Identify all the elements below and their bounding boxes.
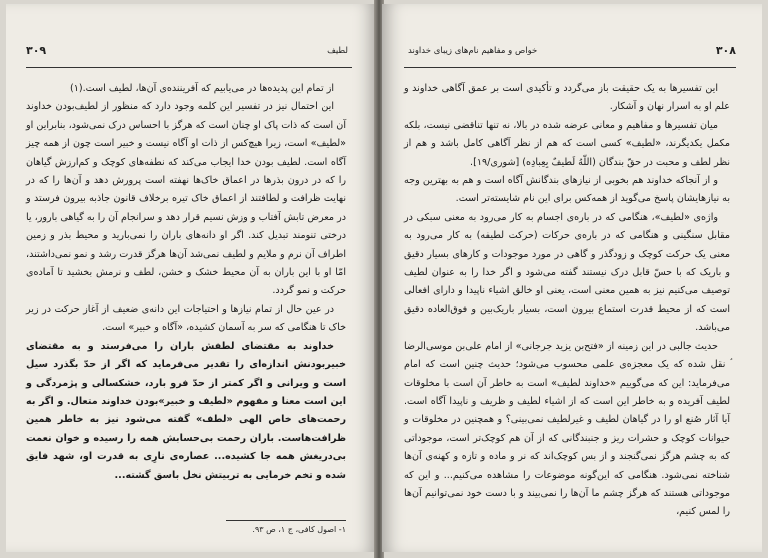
paragraph: و از آنجاکه خداوند هم بخوبی از نیازهای بندگانش آگاه است و هم به بهترین وجه به نیازهایشان پاسخ می‌گوید از همه‌کس برای این نام شایسته‌تر است. (404, 175, 730, 205)
paragraph-bold: خداوند به مقتضای لطفش باران را می‌فرستد و به مقتضای خبیربودنش اندازه‌ای را تقدیر می‌فرماید که اگر از حدّ بگذرد سیل است و ویرانی و اگر کمتر از حدّ فرو بارد، خشکسالی و پژمردگی و این است معنا و مفهوم «لطیف و خبیر»بودن خداوند متعال. و اگر به رحمت‌های خاص الهی «لطف» گفته می‌شود نیز به خاطر همین ظرافت‌هاست. باران رحمت بی‌حسابش همه را رسیده و خوان نعمت بی‌دریغش همه جا کشیده... عصاره‌ی نارِی به قدرت او، شهد فایق شده و تخم خرمایی به تربیتش نخل باسق گشته... (26, 340, 346, 481)
right-page-header (404, 42, 736, 62)
left-page-number: ۳۰۹ (26, 44, 47, 57)
header-rule (26, 67, 352, 68)
right-page-number: ۳۰۸ (715, 44, 736, 57)
footnote-rule (226, 520, 346, 521)
paragraph: حدیث جالبی در این زمینه از «فتح‌بن یزید جرجانی» از امام علی‌بن موسی‌الرضا ؑ نقل شده که یک معجزه‌ی علمی محسوب می‌شود؛ حدیث چنین است که امام می‌فرماید: این که می‌گوییم «خداوند لطیف» است به خاطر آن است با مخلوقات لطیف آفریده و به خاطر این است که از اشیاء لطیف و ظریف و ناپیدا آگاه است. آیا آثار صُنع او را در گیاهان لطیف و غیرلطیف نمی‌بینی؟ و همچنین در مخلوقات و حیوانات کوچک و حشرات ریز و جنبندگانی که از آن هم کوچک‌تر است، موجوداتی که به چشم هرگز نمی‌گنجند و از بس کوچک‌اند که نر و ماده و تازه و کهنه‌ی آن‌ها شناخته نمی‌شود. هنگامی که این‌گونه موضوعات را مشاهده می‌کنیم... و این که موجوداتی هستند که هرگز چشم ما آن‌ها را نمی‌بیند و با دست خود نمی‌توانیم آن‌ها را لمس کنیم، (404, 340, 730, 518)
header-rule (404, 67, 736, 68)
footnote (26, 520, 346, 534)
left-running-head: لطیف (327, 46, 348, 56)
paragraph: در عین حال از تمام نیازها و احتیاجات این دانه‌ی ضعیف از آغاز حرکت در زیر خاک تا هنگامی که سر به آسمان کشیده، «آگاه و خبیر» است. (26, 303, 346, 334)
paragraph: این احتمال نیز در تفسیر این کلمه وجود دارد که منظور از لطیف‌بودن خداوند آن است که ذات پاک او چنان است که هرگز با احساس درک نمی‌شود، بنابراین او «لطیف» است، زیرا هیچ‌کس از ذات او آگاه نیست و خبیر است چون از همه چیز آگاه است. لطیف بودن خدا ایجاب می‌کند که نطفه‌های کوچک و کم‌ارزش گیاهان را که در درون بذرها در اعماق خاک‌ها نهفته است پرورش دهد و آن‌ها را که در نهایت ظرافت و لطافتند از اعماق خاک تیره برخلاف قانون جاذبه بیرون فرستد و در معرض تابش آفتاب و وزش نسیم قرار دهد و سرانجام آن را به گیاهی بارور، یا درختی تنومند تبدیل کند. اگر او دانه‌های باران را نمی‌بارید و محیط بذر و زمین اطراف آن نرم و ملایم و لطیف نمی‌شد آن‌ها هرگز قدرت رشد و نمو نمی‌داشتند، امّا او با این باران به آن محیط خشک و خشن، لطف و نرمش بخشید تا آماده‌ی حرکت و نمو گردد. (26, 101, 346, 297)
paragraph: میان تفسیرها و مفاهیم و معانی عرضه شده در بالا، نه تنها تناقضی نیست، بلکه مکمل یکدیگرند، «لطیف» کسی است که هم از نظر آگاهی کامل باشد و هم از نظر لطف و محبت در حقّ بندگان (اللّهُ لَطیفٌ بِعِبادِه) [شوری/۱۹]. (404, 119, 730, 168)
left-page-header (26, 42, 352, 62)
right-page-body (404, 80, 730, 522)
paragraph: از تمام این پدیده‌ها در می‌یابیم که آفریننده‌ی آن‌ها، لطیف است.(۱) (69, 83, 334, 94)
paragraph: این تفسیرها به یک حقیقت باز می‌گردد و تأکیدی است بر عمق آگاهی خداوند و علم او به اسرار نهان و آشکار. (404, 83, 730, 113)
left-page-body (26, 80, 346, 485)
left-page (6, 4, 376, 552)
right-page (382, 4, 762, 552)
right-running-head: خواص و مفاهیم نام‌های زیبای خداوند (408, 46, 538, 56)
footnote-text: ۱- اصول کافی، ج ۱، ص ۹۳. (252, 525, 346, 534)
paragraph: واژه‌ی «لطیف»، هنگامی که در باره‌ی اجسام به کار می‌رود به معنی سبکی در مقابل سنگینی و هنگامی که در باره‌ی حرکات (حرکت لطیفه) به کار می‌رود به معنی یک حرکت کوچک و زودگذر و گاهی در مورد موجودات و کارهای بسیار دقیق و باریک که با حسّ قابل درک نیستند گفته می‌شود و اگر خدا را به عنوان لطیف توصیف می‌کنیم نیز به همین معنی است، یعنی او خالق اشیاء ناپیدا و دارای افعالی است که از محیط قدرت استماع بیرون است، بسیار باریک‌بین و فوق‌العاده دقیق می‌باشد. (404, 211, 730, 334)
